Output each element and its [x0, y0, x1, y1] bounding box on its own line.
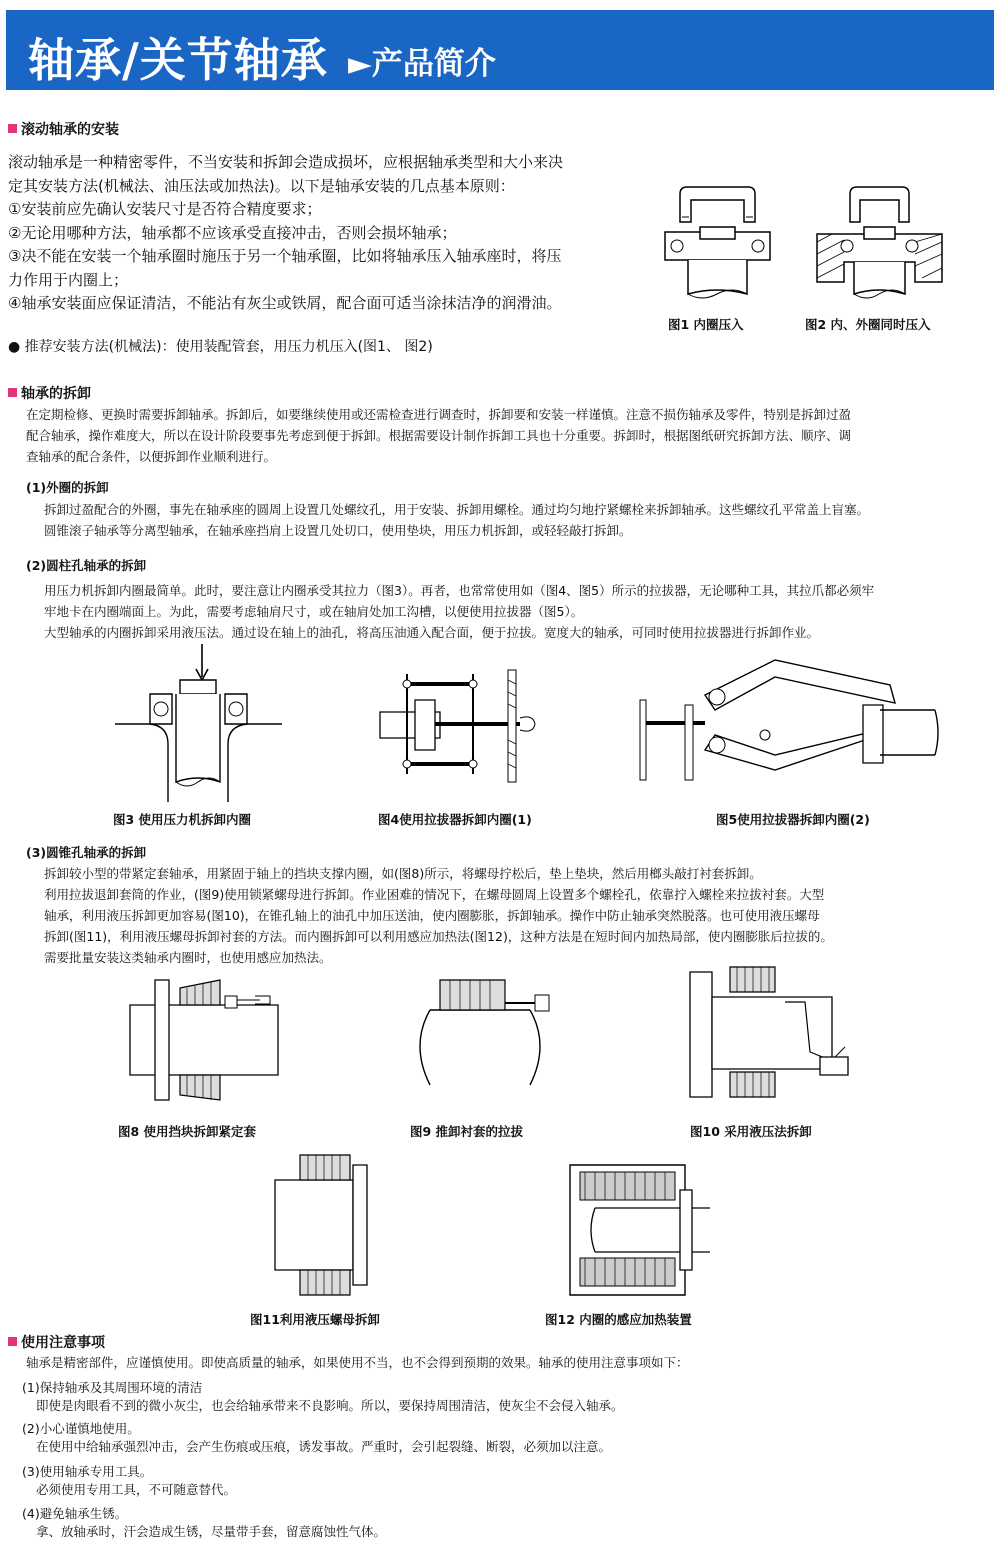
removal-s3-title: (3)圆锥孔轴承的拆卸: [26, 845, 147, 860]
pink-square-icon: [8, 124, 17, 133]
usage-item-2: (2)小心谨慎地使用。 在使用中给轴承强烈冲击，会产生伤痕或压痕，诱发事故。严重时，会引起裂缝、断裂，必须加以注意。: [22, 1421, 612, 1454]
figure-11-diagram: [270, 1150, 375, 1300]
figure-9-caption: 图9 推卸衬套的拉拔: [410, 1124, 524, 1139]
usage-item-1: (1)保持轴承及其周围环境的清洁 即使是肉眼看不到的微小灰尘，也会给轴承带来不良影响。所以，要保持周围清洁，使灰尘不会侵入轴承。: [22, 1380, 624, 1413]
page-title: 轴承/关节轴承: [28, 33, 328, 87]
removal-s1-title: (1)外圈的拆卸: [26, 480, 109, 495]
usage-intro: 轴承是精密部件，应谨慎使用。即使高质量的轴承，如果使用不当，也不会得到预期的效果。轴承的使用注意事项如下：: [26, 1355, 689, 1370]
usage-item-3: (3)使用轴承专用工具。 必须使用专用工具，不可随意替代。: [22, 1464, 237, 1497]
figure-12-caption: 图12 内圈的感应加热装置: [545, 1312, 692, 1327]
figure-5-caption: 图5使用拉拔器拆卸内圈(2): [716, 812, 870, 827]
removal-s3-text: 拆卸较小型的带紧定套轴承，用紧固于轴上的挡块支撑内圈，如(图8)所示，将螺母拧松后，垫上垫块，然后用榔头敲打衬套拆卸。 利用拉拔退卸套筒的作业，(图9)使用锁紧螺母进行拆卸。作业困难的情况下，在螺母圆周上设置多个螺栓孔，依靠拧入螺栓来拉拔衬套。大型 轴承，利用液压拆卸更加容易(图10)，在锥孔轴上的油孔中加压送油，使内圈膨胀，拆卸轴承。操作中防止轴承突然脱落。也可使用液压螺母 拆卸(图11)，利用液压螺母拆卸衬套的方法。而内圈拆卸可以利用感应加热法(图12)，这种方法是在短时间内加热局部，使内圈膨胀后拉拔的。 需要批量安装这类轴承内圈时，也使用感应加热法。: [44, 866, 833, 965]
page-subtitle: ►产品简介: [348, 46, 496, 82]
figure-4-diagram: [375, 662, 550, 797]
pink-square-icon: [8, 388, 17, 397]
figure-11-caption: 图11利用液压螺母拆卸: [250, 1312, 380, 1327]
figure-4-caption: 图4使用拉拔器拆卸内圈(1): [378, 812, 532, 827]
figure-1-caption: 图1 内圈压入: [668, 317, 744, 332]
figure-9-diagram: [405, 975, 555, 1090]
figure-5-diagram: [635, 655, 940, 785]
figure-1-diagram: [660, 182, 775, 307]
pink-square-icon: [8, 1337, 17, 1346]
figure-8-caption: 图8 使用挡块拆卸紧定套: [118, 1124, 257, 1139]
section-heading-usage: 使用注意事项: [8, 1332, 105, 1352]
header-banner: [6, 10, 994, 90]
figure-10-diagram: [685, 962, 860, 1107]
figure-3-caption: 图3 使用压力机拆卸内圈: [113, 812, 252, 827]
removal-intro: 在定期检修、更换时需要拆卸轴承。拆卸后，如要继续使用或还需检查进行调查时，拆卸要和安装一样谨慎。注意不损伤轴承及零件，特别是拆卸过盈 配合轴承，操作难度大，所以在设计阶段要事先考虑到便于拆卸。根据需要设计制作拆卸工具也十分重要。拆卸时，根据图纸研究拆卸方法、顺序、调 查轴承的配合条件，以便拆卸作业顺利进行。: [26, 407, 852, 464]
figure-10-caption: 图10 采用液压法拆卸: [690, 1124, 812, 1139]
section-heading-install: 滚动轴承的安装: [8, 119, 119, 139]
figure-2-caption: 图2 内、外圈同时压入: [805, 317, 931, 332]
figure-2-diagram: [812, 182, 947, 307]
removal-s2-text: 用压力机拆卸内圈最简单。此时，要注意让内圈承受其拉力（图3）。再者，也常常使用如（图4、图5）所示的拉拔器，无论哪种工具，其拉爪都必须牢 牢地卡在内圈端面上。为此，需要考虑轴肩尺寸，或在轴肩处加工沟槽，以便使用拉拔器（图5）。 大型轴承的内圈拆卸采用液压法。通过设在轴上的油孔，将高压油通入配合面，便于拉拔。宽度大的轴承，可同时使用拉拔器进行拆卸作业。: [44, 583, 875, 640]
figure-8-diagram: [125, 970, 290, 1115]
figure-12-diagram: [565, 1160, 715, 1300]
section-heading-removal: 轴承的拆卸: [8, 383, 91, 403]
removal-s1-text: 拆卸过盈配合的外圈，事先在轴承座的圆周上设置几处螺纹孔，用于安装、拆卸用螺栓。通过均匀地拧紧螺栓来拆卸轴承。这些螺纹孔平常盖上盲塞。 圆锥滚子轴承等分离型轴承，在轴承座挡肩上设置几处切口，使用垫块，用压力机拆卸，或轻轻敲打拆卸。: [44, 502, 870, 538]
removal-s2-title: (2)圆柱孔轴承的拆卸: [26, 558, 147, 573]
install-method: ● 推荐安装方法(机械法)：使用装配管套，用压力机压入(图1、 图2): [8, 339, 433, 355]
usage-item-4: (4)避免轴承生锈。 拿、放轴承时，汗会造成生锈，尽量带手套，留意腐蚀性气体。: [22, 1506, 387, 1539]
figure-3-diagram: [110, 642, 285, 807]
install-paragraph: 滚动轴承是一种精密零件，不当安装和拆卸会造成损坏，应根据轴承类型和大小来决 定其安装方法(机械法、油压法或加热法)。以下是轴承安装的几点基本原则： ①安装前应先确认安装尺寸是否符合精度要求； ②无论用哪种方法，轴承都不应该承受直接冲击，否则会损坏轴承； ③决不能在安装一个轴承圈时施压于另一个轴承圈，比如将轴承压入轴承座时，将压 力作用于内圈上； ④轴承安装面应保证清洁，不能沾有灰尘或铁屑，配合面可适当涂抹洁净的润滑油。: [8, 153, 564, 312]
